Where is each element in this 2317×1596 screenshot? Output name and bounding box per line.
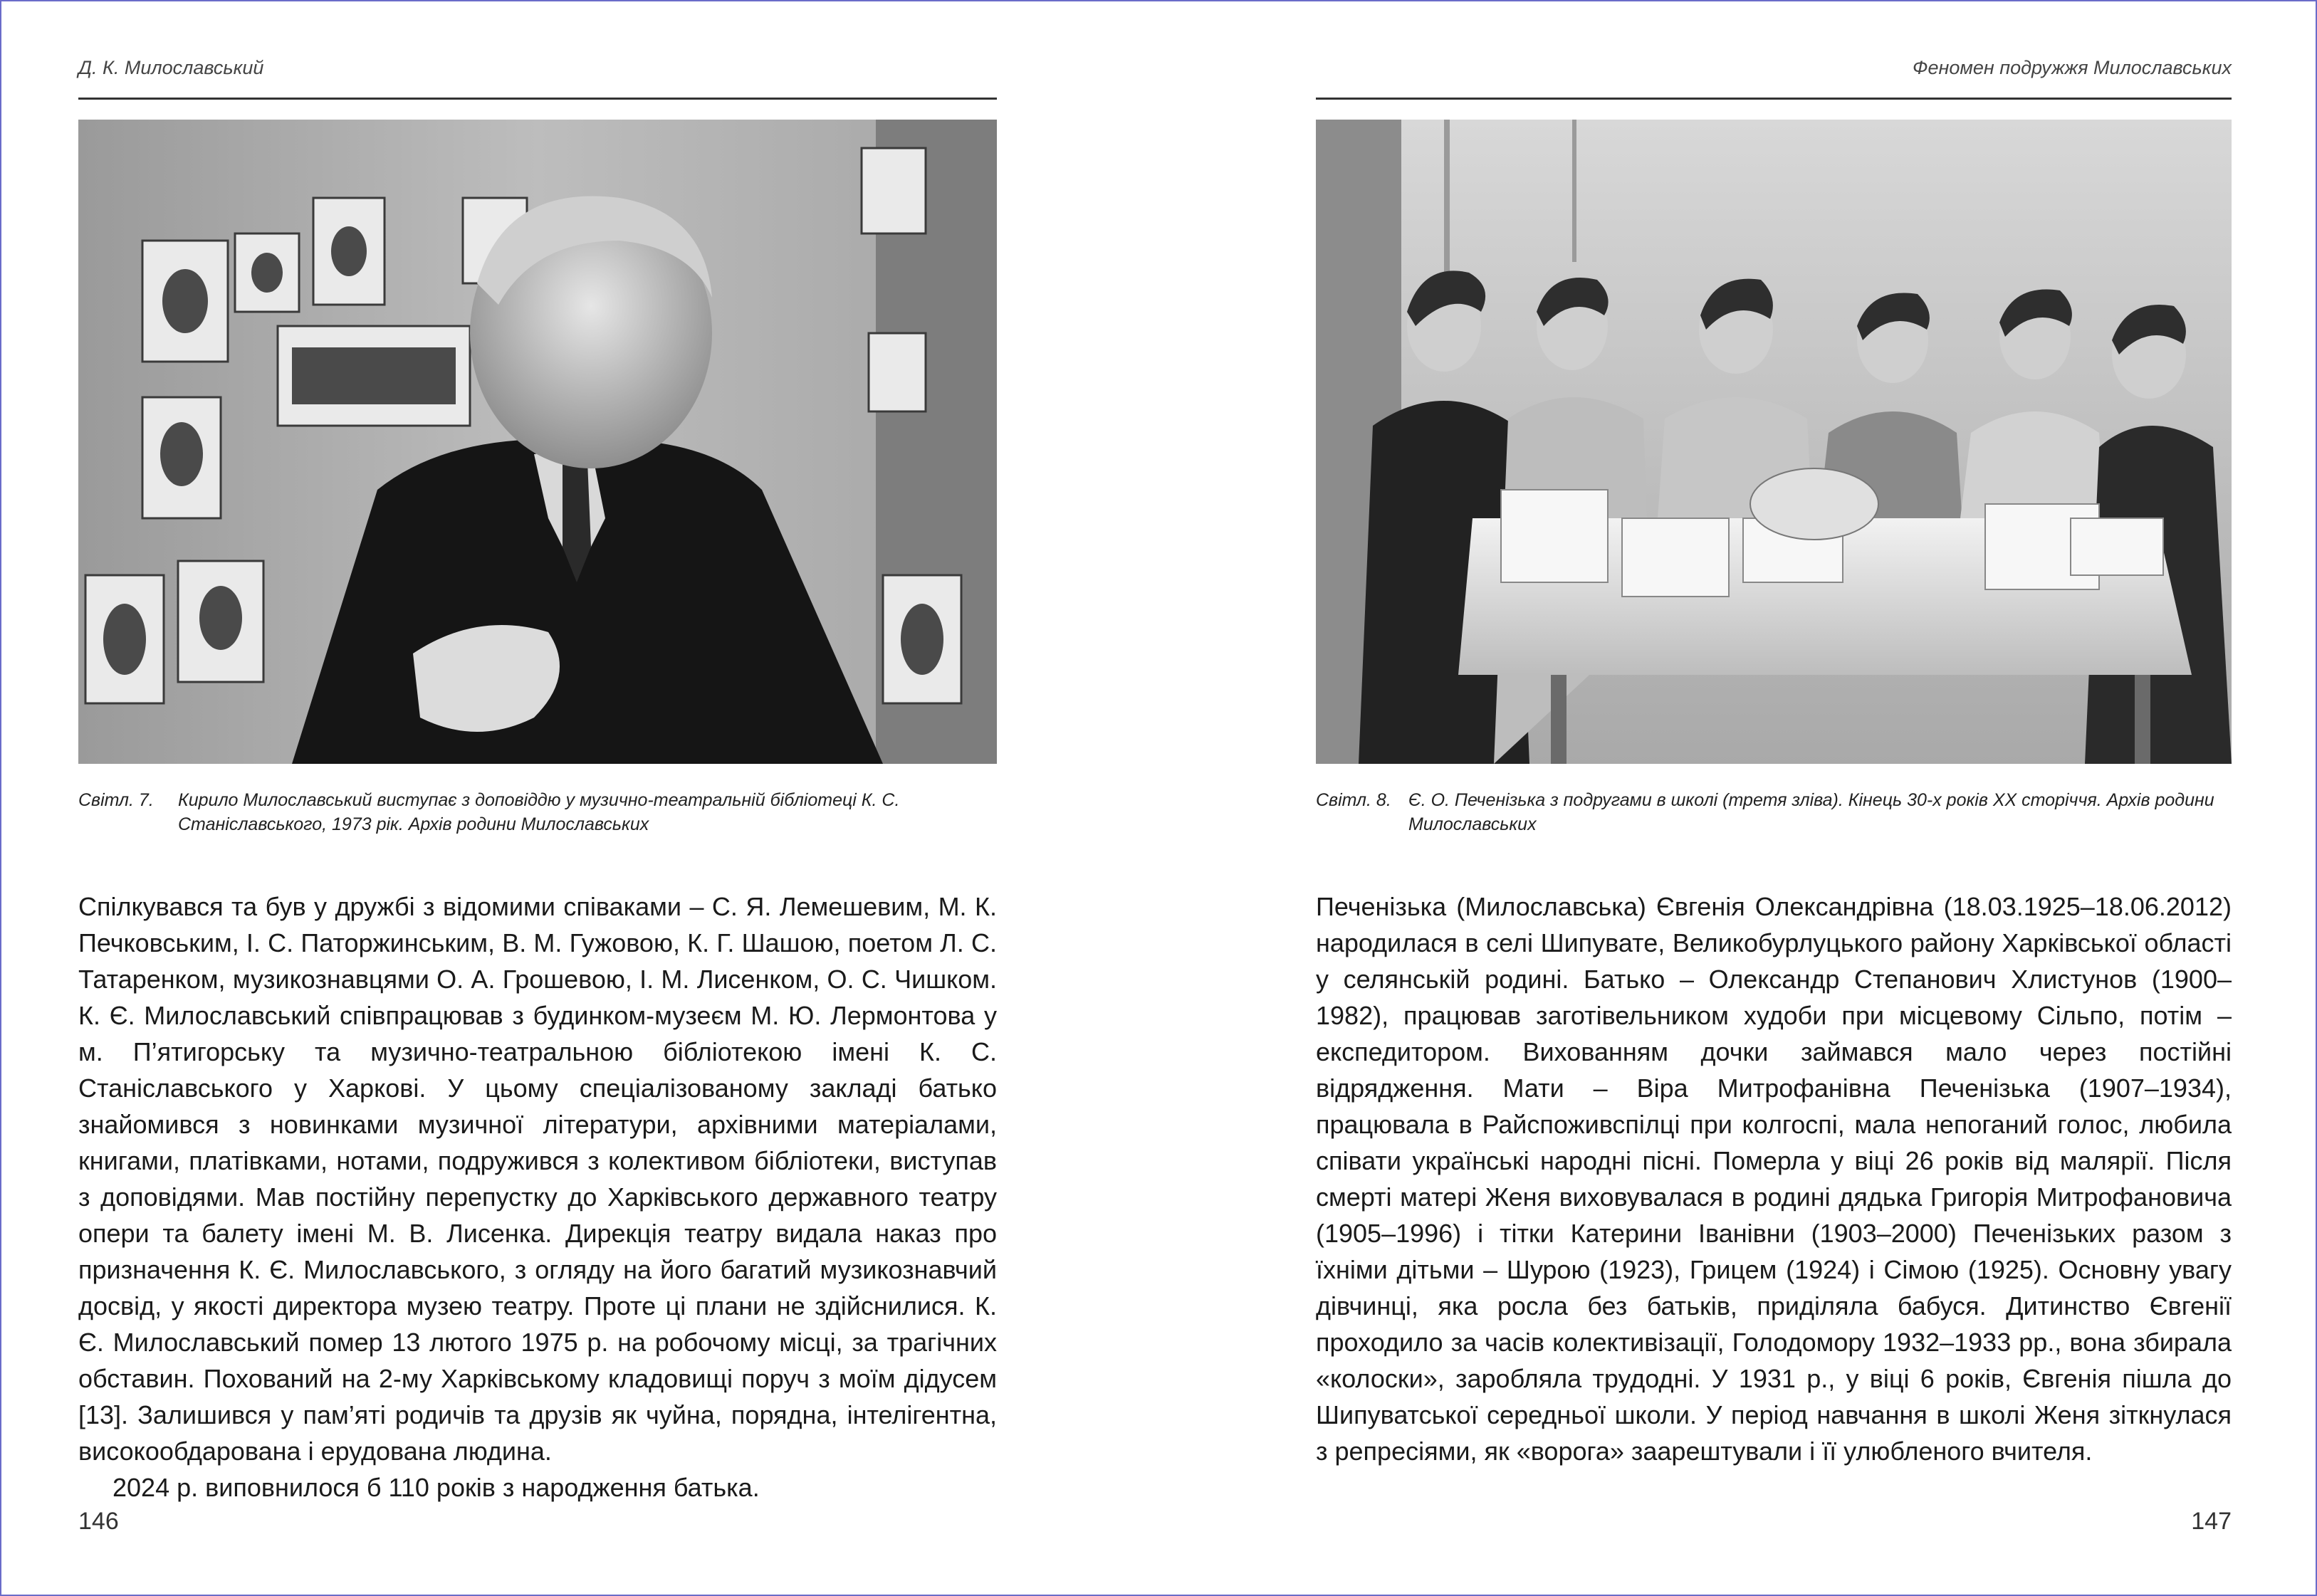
body-text-left bbox=[78, 888, 997, 1506]
header-rule-left bbox=[78, 98, 997, 100]
page-number-left: 146 bbox=[78, 1508, 119, 1535]
left-page bbox=[78, 0, 1132, 1596]
caption-label-left: Світл. 7. bbox=[78, 790, 154, 810]
paragraph: Печенізька (Милославська) Євгенія Олександрівна (18.03.1925–18.06.2012) народилася в селі Шипувате, Великобурлуцького району Харківської області у селянській родині. Батько – Олександр Степанович Хлистунов (1900–1982), працював заготівельником худоби при місцевому Сільпо, потім – експедитором. Вихованням дочки займався мало через постійні відрядження. Мати – Віра Митрофанівна Печенізька (1907–1934), працювала в Райспоживспілці при колгоспі, мала непоганий голос, любила співати українські народні пісні. Померла у віці 26 років від малярії. Після смерті матері Женя виховувалася в родині дядька Григорія Митрофановича (1905–1996) і тітки Катерини Іванівни (1903–2000) Печенізьких разом з їхніми дітьми – Шурою (1923), Грицем (1924) і Сімою (1925). Основну увагу дівчинці, яка росла без батьків, приділяла бабуся. Дитинство Євгенії проходило за часів колективізації, Голодомору 1932–1933 рр., вона збирала «колоски», заробляла трудодні. У 1931 р., у віці 6 років, Євгенія пішла до Шипуватської середньої школи. У період навчання в школі Женя зіткнулася з репресіями, як «ворога» заарештували і її улюбленого вчителя. bbox=[1316, 892, 2232, 1466]
running-head-left: Д. К. Милославський bbox=[78, 57, 264, 78]
paragraph: 2024 р. виповнилося б 110 років з народження батька. bbox=[113, 1473, 760, 1502]
paragraph: Спілкувався та був у дружбі з відомими співаками – С. Я. Лемешевим, М. К. Печковським, І. С. Паторжинським, В. М. Гужовою, К. Г. Шашою, поетом Л. С. Татаренком, музикознавцями О. А. Грошевою, І. М. Лисенком, О. С. Чишком. К. Є. Милославський співпрацював з будинком-музеєм М. Ю. Лермонтова у м. П’ятигорську та музично-театральною бібліотекою імені К. С. Станіславського у Харкові. У цьому спеціалізованому закладі батько знайомився з новинками музичної літератури, архівними матеріалами, книгами, платівками, нотами, подружився з колективом бібліотеки, виступав з доповідями. Мав постійну перепустку до Харківського державного театру опери та балету імені М. В. Лисенка. Дирекція театру видала наказ про призначення К. Є. Милославського, з огляду на його багатий музикознавчий досвід, у якості директора музею театру. Проте ці плани не здійснилися. К. Є. Милославський помер 13 лютого 1975 р. на робочому місці, за трагічних обставин. Похований на 2-му Харківському кладовищі поруч з моїм дідусем [13]. Залишився у пам’яті родичів та друзів як чуйна, порядна, інтелігентна, високообдарована і ерудована людина. bbox=[78, 892, 997, 1466]
photo-girls-at-table bbox=[1316, 120, 2232, 764]
running-head-right: Феномен подружжя Милославських bbox=[1913, 57, 2232, 78]
page-number-right: 147 bbox=[2191, 1508, 2232, 1535]
caption-text-right: Є. О. Печенізька з подругами в школі (третя зліва). Кінець 30-х років XX сторіччя. Архів родини Милославських bbox=[1408, 790, 2214, 834]
body-text-right bbox=[1316, 888, 2232, 1469]
caption-text-left: Кирило Милославський виступає з доповіддю у музично-театральній бібліотеці К. С. Станіславського, 1973 рік. Архів родини Милославських bbox=[178, 790, 900, 834]
photo-man-speaking bbox=[78, 120, 997, 764]
right-page bbox=[1316, 0, 2232, 1596]
caption-label-right: Світл. 8. bbox=[1316, 790, 1391, 810]
header-rule-right bbox=[1316, 98, 2232, 100]
